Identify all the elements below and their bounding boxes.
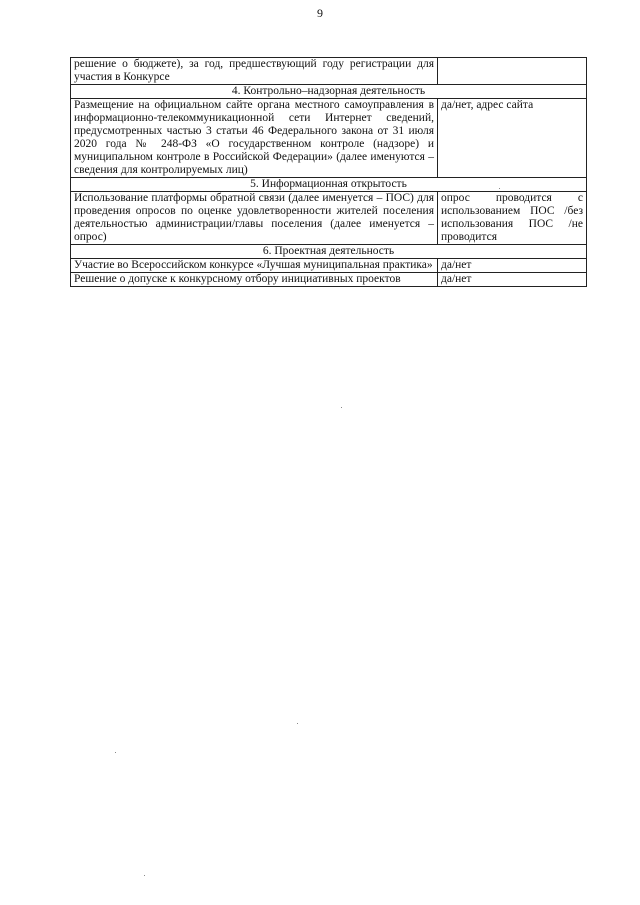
section-title: 6. Проектная деятельность bbox=[71, 245, 587, 259]
criterion-cell: решение о бюджете), за год, предшествующий году регистрации для участия в Конкурсе bbox=[71, 58, 438, 85]
scan-speck bbox=[297, 723, 298, 724]
value-cell: да/нет bbox=[438, 259, 587, 273]
value-cell: опрос проводится с использованием ПОС /без использования ПОС /не проводится bbox=[438, 192, 587, 245]
section-title: 4. Контрольно–надзорная деятельность bbox=[71, 85, 587, 99]
section-header-row bbox=[71, 85, 587, 99]
value-cell: да/нет bbox=[438, 273, 587, 287]
table-row bbox=[71, 58, 587, 85]
criterion-cell: Решение о допуске к конкурсному отбору инициативных проектов bbox=[71, 273, 438, 287]
table-row bbox=[71, 273, 587, 287]
value-cell: да/нет, адрес сайта bbox=[438, 99, 587, 178]
section-header-row bbox=[71, 245, 587, 259]
table-row bbox=[71, 259, 587, 273]
criterion-cell: Размещение на официальном сайте органа местного самоуправления в информационно-телекоммуникационной сети Интернет сведений, предусмотренных частью 3 статьи 46 Федерального закона от 31 июля 2020 года № 248-ФЗ «О государственном контроле (надзоре) и муниципальном контроле в Российской Федерации» (далее именуются – сведения для контролируемых лиц) bbox=[71, 99, 438, 178]
scan-speck bbox=[499, 188, 500, 189]
scan-speck bbox=[115, 752, 116, 753]
page-number: 9 bbox=[317, 6, 323, 20]
section-header-row bbox=[71, 178, 587, 192]
section-title: 5. Информационная открытость bbox=[71, 178, 587, 192]
table-row bbox=[71, 192, 587, 245]
scan-speck bbox=[341, 407, 342, 408]
criterion-cell: Участие во Всероссийском конкурсе «Лучшая муниципальная практика» bbox=[71, 259, 438, 273]
value-cell bbox=[438, 58, 587, 85]
criteria-table bbox=[70, 57, 587, 287]
criterion-cell: Использование платформы обратной связи (далее именуется – ПОС) для проведения опросов по оценке удовлетворенности жителей поселения деятельностью администрации/главы поселения (далее именуется – опрос) bbox=[71, 192, 438, 245]
table-row bbox=[71, 99, 587, 178]
scan-speck bbox=[144, 875, 145, 876]
